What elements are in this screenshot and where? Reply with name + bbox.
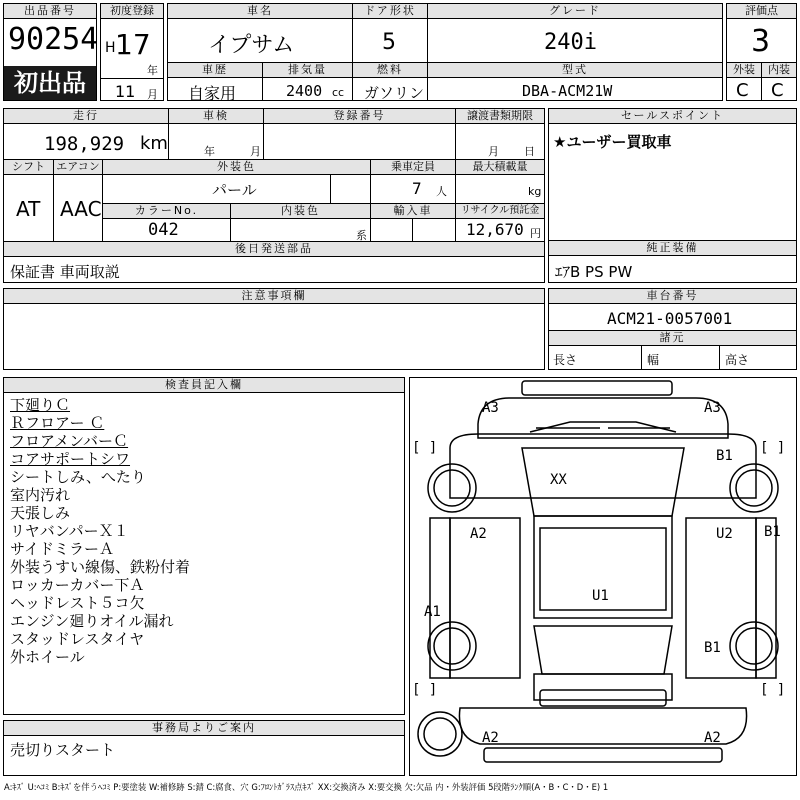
shift: AT [16, 197, 41, 221]
inspector-label: 検査員記入欄 [4, 378, 404, 393]
reg-label: 登録番号 [264, 109, 455, 124]
interior-color-label: 内装色 [231, 204, 370, 219]
era: H [105, 40, 116, 56]
model-label: 型式 [428, 63, 722, 78]
interior-grade: C [771, 80, 784, 101]
grade-label: グレード [428, 4, 722, 19]
damage-diagram [409, 377, 797, 776]
displacement-label: 排気量 [263, 63, 352, 78]
note-line: 外装うすい線傷、鉄粉付着 [10, 558, 191, 576]
interior-label: 内装 [762, 63, 796, 78]
width-label: 幅 [647, 353, 660, 367]
note-line: 外ホイール [10, 648, 85, 666]
load-label: 最大積載量 [456, 160, 544, 175]
note-line: ロッカーカバー下Ａ [10, 576, 145, 594]
office-label: 事務局よりご案内 [4, 721, 404, 736]
legend: A:ｷｽﾞ U:ﾍｺﾐ B:ｷｽﾞを伴うﾍｺﾐ P:要塗装 W:補修跡 S:錆 C:腐食、穴 G:ﾌﾛﾝﾄｶﾞﾗｽ点ｷｽﾞ XX:交換済み X:要交換 欠:欠品 内・外装評価 5段階ﾗﾝｸ順(A・B・C・D・E) 1 [4, 782, 609, 792]
inspection-year-unit: 年 [204, 145, 215, 158]
damage-bracket-right-2: [ ] [760, 682, 786, 698]
inspector-box [3, 377, 405, 715]
reg-year: 17 [115, 28, 151, 61]
lot-label: 出品番号 [4, 4, 96, 19]
damage-a2-bottom-left: A2 [482, 730, 499, 746]
damage-a3-left: A3 [482, 400, 499, 416]
equipment-label: 純正装備 [549, 241, 796, 256]
inspection-label: 車検 [169, 109, 263, 124]
damage-xx: XX [550, 472, 567, 488]
note-line: 天張しみ [10, 504, 71, 522]
capacity-unit: 人 [436, 185, 447, 198]
exterior-label: 外装 [727, 63, 761, 78]
note-line: コアサポートシワ [10, 450, 131, 468]
ac: AAC [60, 197, 102, 221]
damage-a2-left: A2 [470, 526, 487, 542]
recycle-label: リサイクル預託金 [456, 204, 544, 219]
inspector-notes [10, 396, 190, 666]
score: 3 [751, 24, 771, 59]
damage-bracket-right: [ ] [760, 440, 786, 456]
note-line: リヤバンパーＸ１ [10, 522, 129, 540]
mileage-label: 走行 [4, 109, 168, 124]
exterior-grade: C [736, 80, 749, 101]
fuel-label: 燃料 [353, 63, 427, 78]
office-value: 売切りスタート [10, 741, 116, 759]
transfer-label: 譲渡書類期限 [456, 109, 544, 124]
color-label: 外装色 [103, 160, 370, 175]
equipment-box [548, 240, 797, 283]
car-name: イプサム [208, 33, 295, 58]
selling-label: セールスポイント [549, 109, 796, 124]
damage-bracket-left-2: [ ] [412, 682, 438, 698]
selling-point: ★ユーザー買取車 [553, 133, 672, 151]
damage-a1: A1 [424, 604, 441, 620]
transfer-day-unit: 日 [524, 145, 535, 158]
chassis-box [548, 288, 797, 370]
recycle-unit: 円 [530, 227, 541, 240]
shift-label: シフト [4, 160, 53, 175]
reg-month: 11 [115, 82, 136, 101]
score-box [726, 3, 797, 101]
note-line: スタッドレスタイヤ [10, 630, 145, 648]
damage-a3-right: A3 [704, 400, 721, 416]
length-label: 長さ [553, 353, 578, 367]
later-parts-value: 保証書 車両取説 [10, 263, 120, 281]
inspection-month-unit: 月 [250, 145, 261, 158]
score-label: 評価点 [727, 4, 796, 19]
history-label: 車歴 [168, 63, 262, 78]
doors: 5 [382, 30, 396, 55]
mileage: 198,929 [44, 133, 125, 155]
note-line: シートしみ、へたり [10, 468, 146, 486]
height-label: 高さ [725, 353, 750, 367]
note-line: エンジン廻りオイル漏れ [10, 612, 174, 630]
damage-bracket-left: [ ] [412, 440, 438, 456]
model: DBA-ACM21W [522, 82, 613, 100]
vehicle-detail-box [3, 108, 545, 283]
first-registration-box [100, 3, 164, 101]
door-label: ドア形状 [353, 4, 427, 19]
color: パール [212, 181, 257, 199]
note-line: サイドミラーＡ [10, 540, 114, 558]
history: 自家用 [188, 84, 237, 103]
import-label: 輸入車 [371, 204, 455, 219]
car-name-label: 車名 [168, 4, 352, 19]
recycle: 12,670 [466, 220, 524, 239]
equipment-value: ｴｱB PS PW [555, 263, 633, 281]
fuel: ガソリン [364, 84, 425, 102]
lot-number-box [3, 3, 97, 101]
damage-b1-side: B1 [764, 524, 781, 540]
color-no: 042 [148, 220, 179, 240]
load-unit: kg [528, 185, 542, 198]
note-line: 下廻りＣ [10, 396, 71, 414]
interior-color-unit: 系 [356, 229, 367, 242]
note-line: ヘッドレスト５コ欠 [10, 594, 145, 612]
month-unit: 月 [147, 88, 158, 101]
damage-u1: U1 [592, 588, 609, 604]
mileage-unit: km [140, 133, 168, 154]
ac-label: エアコン [54, 160, 102, 175]
color-no-label: カラーNo. [103, 204, 230, 219]
damage-b1-bottom: B1 [704, 640, 721, 656]
lot-number: 90254 [8, 22, 99, 57]
capacity: 7 [412, 179, 422, 198]
year-unit: 年 [147, 64, 158, 77]
note-line: 室内汚れ [10, 486, 71, 504]
chassis-number: ACM21-0057001 [607, 309, 733, 328]
displacement: 2400 [286, 82, 323, 100]
first-listing-badge: 初出品 [4, 66, 96, 100]
selling-point-box [548, 108, 797, 241]
damage-u2: U2 [716, 526, 733, 542]
dims-label: 諸元 [549, 331, 796, 346]
caution-label: 注意事項欄 [4, 289, 544, 304]
note-line: Ｒフロアー Ｃ [10, 414, 105, 432]
car-outline [410, 378, 796, 775]
capacity-label: 乗車定員 [371, 160, 455, 175]
car-info-box [167, 3, 723, 101]
grade: 240i [544, 30, 597, 55]
first-reg-label: 初度登録 [101, 4, 163, 19]
damage-a2-bottom-right: A2 [704, 730, 721, 746]
note-line: フロアメンバーＣ [10, 432, 129, 450]
later-parts-label: 後日発送部品 [4, 242, 544, 257]
damage-b1-top: B1 [716, 448, 733, 464]
caution-box [3, 288, 545, 370]
chassis-label: 車台番号 [549, 289, 796, 304]
displacement-unit: cc [332, 86, 345, 99]
transfer-month-unit: 月 [488, 145, 499, 158]
office-box [3, 720, 405, 776]
